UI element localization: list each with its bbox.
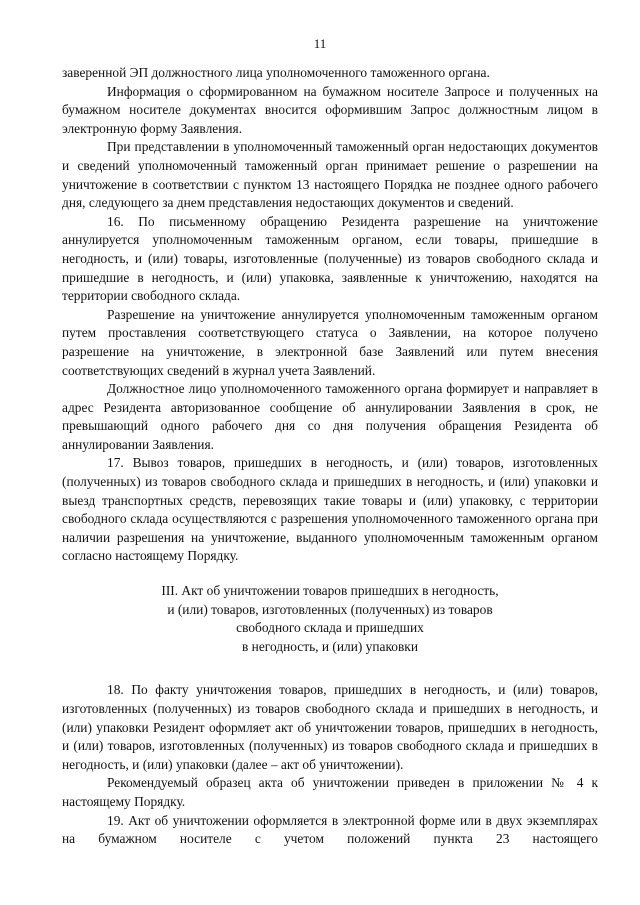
paragraph: Должностное лицо уполномоченного таможенного органа формирует и направляет в адрес Резидента авторизованное сообщение об аннулировании Заявления в срок, не превышающий одного рабочего дня со дня получения обращения Резидента об аннулировании Заявления.	[62, 381, 598, 452]
section-heading-line: и (или) товаров, изготовленных (полученных) из товаров	[167, 601, 493, 617]
section-heading-line: свободного склада и пришедших	[236, 620, 424, 636]
section-heading-line: в негодность, и (или) упаковки	[242, 638, 418, 654]
section-heading-line: III. Акт об уничтожении товаров пришедших в негодность,	[161, 583, 499, 599]
paragraph-continued: заверенной ЭП должностного лица уполномоченного таможенного органа.	[62, 65, 490, 80]
paragraph-item-19: 19. Акт об уничтожении оформляется в электронной форме или в двух экземплярах на бумажном носителе с учетом положений пункта 23 настоящего	[62, 812, 598, 847]
page-number: 11	[313, 36, 327, 51]
paragraph: Рекомендуемый образец акта об уничтожении приведен в приложении № 4 к настоящему Порядку.	[62, 775, 598, 809]
paragraph-item-16: 16. По письменному обращению Резидента разрешение на уничтожение аннулируется уполномоченным таможенным органом, если товары, пришедшие в негодность, и (или) товары, изготовленные (полученные) из товаров свободного склада и пришедшие в негодность, и (или) упаковка, заявленные к уничтожению, находятся на территории свободного склада.	[62, 213, 598, 304]
section-heading	[62, 582, 598, 656]
paragraph: При представлении в уполномоченный таможенный орган недостающих документов и сведений уполномоченный таможенный орган принимает решение о разрешении на уничтожение в соответствии с пунктом 13 настоящего Порядка не позднее одного рабочего дня, следующего за днем представления недостающих документов и сведений.	[62, 139, 598, 211]
paragraph-item-18: 18. По факту уничтожения товаров, пришедших в негодность, и (или) товаров, изготовленных (полученных) из товаров свободного склада и пришедших в негодность, и (или) упаковки Резидент оформляет акт об уничтожении товаров, пришедших в негодность, и (или) товаров, изготовленных (полученных) из товаров свободного склада и пришедших в негодность, и (или) упаковки (далее – акт об уничтожении).	[62, 682, 598, 772]
document-body	[62, 64, 598, 849]
paragraph: Информация о сформированном на бумажном носителе Запросе и полученных на бумажном носителе документах вносится оформившим Запрос должностным лицом в электронную форму Заявления.	[62, 83, 598, 136]
paragraph-item-17: 17. Вывоз товаров, пришедших в негодность, и (или) товаров, изготовленных (полученных) из товаров свободного склада и пришедших в негодность, и (или) упаковки и выезд транспортных средств, перевозящих такие товары и (или) упаковку, с территории свободного склада осуществляются с разрешения уполномоченного таможенного органа при наличии разрешения на уничтожение, выданного уполномоченным таможенным органом согласно настоящему Порядку.	[62, 455, 598, 564]
paragraph: Разрешение на уничтожение аннулируется уполномоченным таможенным органом путем проставления соответствующего статуса о Заявлении, на которое получено разрешение на уничтожение, в электронной базе Заявлений или путем внесения соответствующих сведений в журнал учета Заявлений.	[62, 306, 598, 378]
